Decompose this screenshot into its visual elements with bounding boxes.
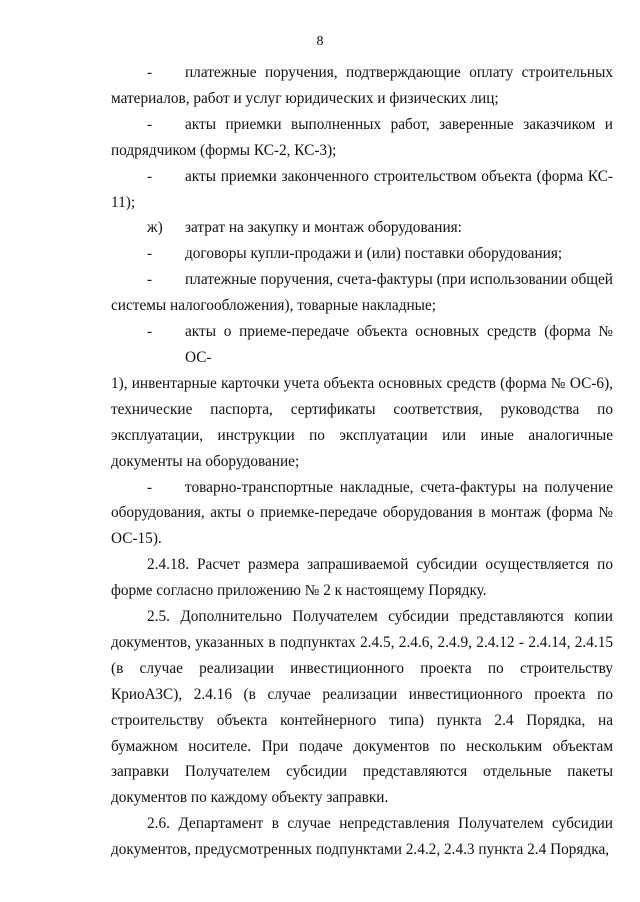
list-marker: - (147, 64, 153, 81)
list-item-text: платежные поручения, подтверждающие оплату строительных (185, 64, 613, 81)
list-item (111, 267, 613, 319)
list-item-text: платежные поручения, счета-фактуры (при использовании общей (185, 271, 613, 289)
list-item-text: затрат на закупку и монтаж оборудования: (185, 219, 462, 237)
list-item-text: акты приемки выполненных работ, заверенные заказчиком и (185, 115, 613, 133)
list-item-text: акты о приеме-передаче объекта основных средств (форма № ОС- (185, 323, 613, 366)
list-item-continuation: оборудования, акты о приемке-передаче оборудования в монтаж (форма № ОС-15). (111, 504, 613, 548)
list-marker: - (147, 323, 153, 341)
list-item-continuation: 11); (111, 193, 136, 211)
list-item (111, 241, 613, 267)
list-marker: - (147, 478, 153, 496)
list-item (111, 164, 613, 216)
list-item-continuation: подрядчиком (формы КС-2, КС-3); (111, 141, 337, 159)
list-marker: - (147, 115, 153, 133)
document-body (111, 60, 613, 863)
list-item-continuation: 1), инвентарные карточки учета объекта основных средств (форма № ОС-6), технические паспорта, сертификаты соответствия, руководства по эксплуатации, инструкции по эксплуатации или иные аналогичные документы на оборудование; (111, 374, 613, 470)
list-marker: - (147, 271, 153, 289)
list-item (111, 319, 613, 474)
list-item (111, 475, 613, 553)
list-item (111, 60, 613, 112)
list-item (111, 112, 613, 164)
list-item-continuation: материалов, работ и услуг юридических и физических лиц; (111, 89, 499, 107)
paragraph-2-5: 2.5. Дополнительно Получателем субсидии представляются копии документов, указанных в подпунктах 2.4.5, 2.4.6, 2.4.9, 2.4.12 - 2.4.14, 2.4.15 (в случае реализации инвестиционного проекта по строительству КриоАЗС), 2.4.16 (в случае реализации инвестиционного проекта по строительству объекта контейнерного типа) пункта 2.4 Порядка, на бумажном носителе. При подаче документов по нескольким объектам заправки Получателем субсидии представляются отдельные пакеты документов по каждому объекту заправки. (111, 608, 613, 807)
page-number: 8 (316, 34, 324, 49)
list-item-text: договоры купли-продажи и (или) поставки оборудования; (185, 245, 563, 263)
paragraph-2-6: 2.6. Департамент в случае непредставления Получателем субсидии документов, предусмотренных подпунктами 2.4.2, 2.4.3 пункта 2.4 Порядка, (111, 815, 613, 859)
paragraph-2-4-18: 2.4.18. Расчет размера запрашиваемой субсидии осуществляется по форме согласно приложению № 2 к настоящему Порядку. (111, 556, 613, 600)
list-item-continuation: системы налогообложения), товарные накладные; (111, 297, 436, 315)
list-item-text: акты приемки законченного строительством объекта (форма КС- (185, 167, 613, 185)
list-marker: - (147, 245, 153, 263)
list-item-text: товарно-транспортные накладные, счета-фактуры на получение (185, 478, 613, 496)
list-marker: ж) (147, 219, 163, 237)
list-marker: - (147, 167, 153, 185)
list-item (111, 215, 613, 241)
